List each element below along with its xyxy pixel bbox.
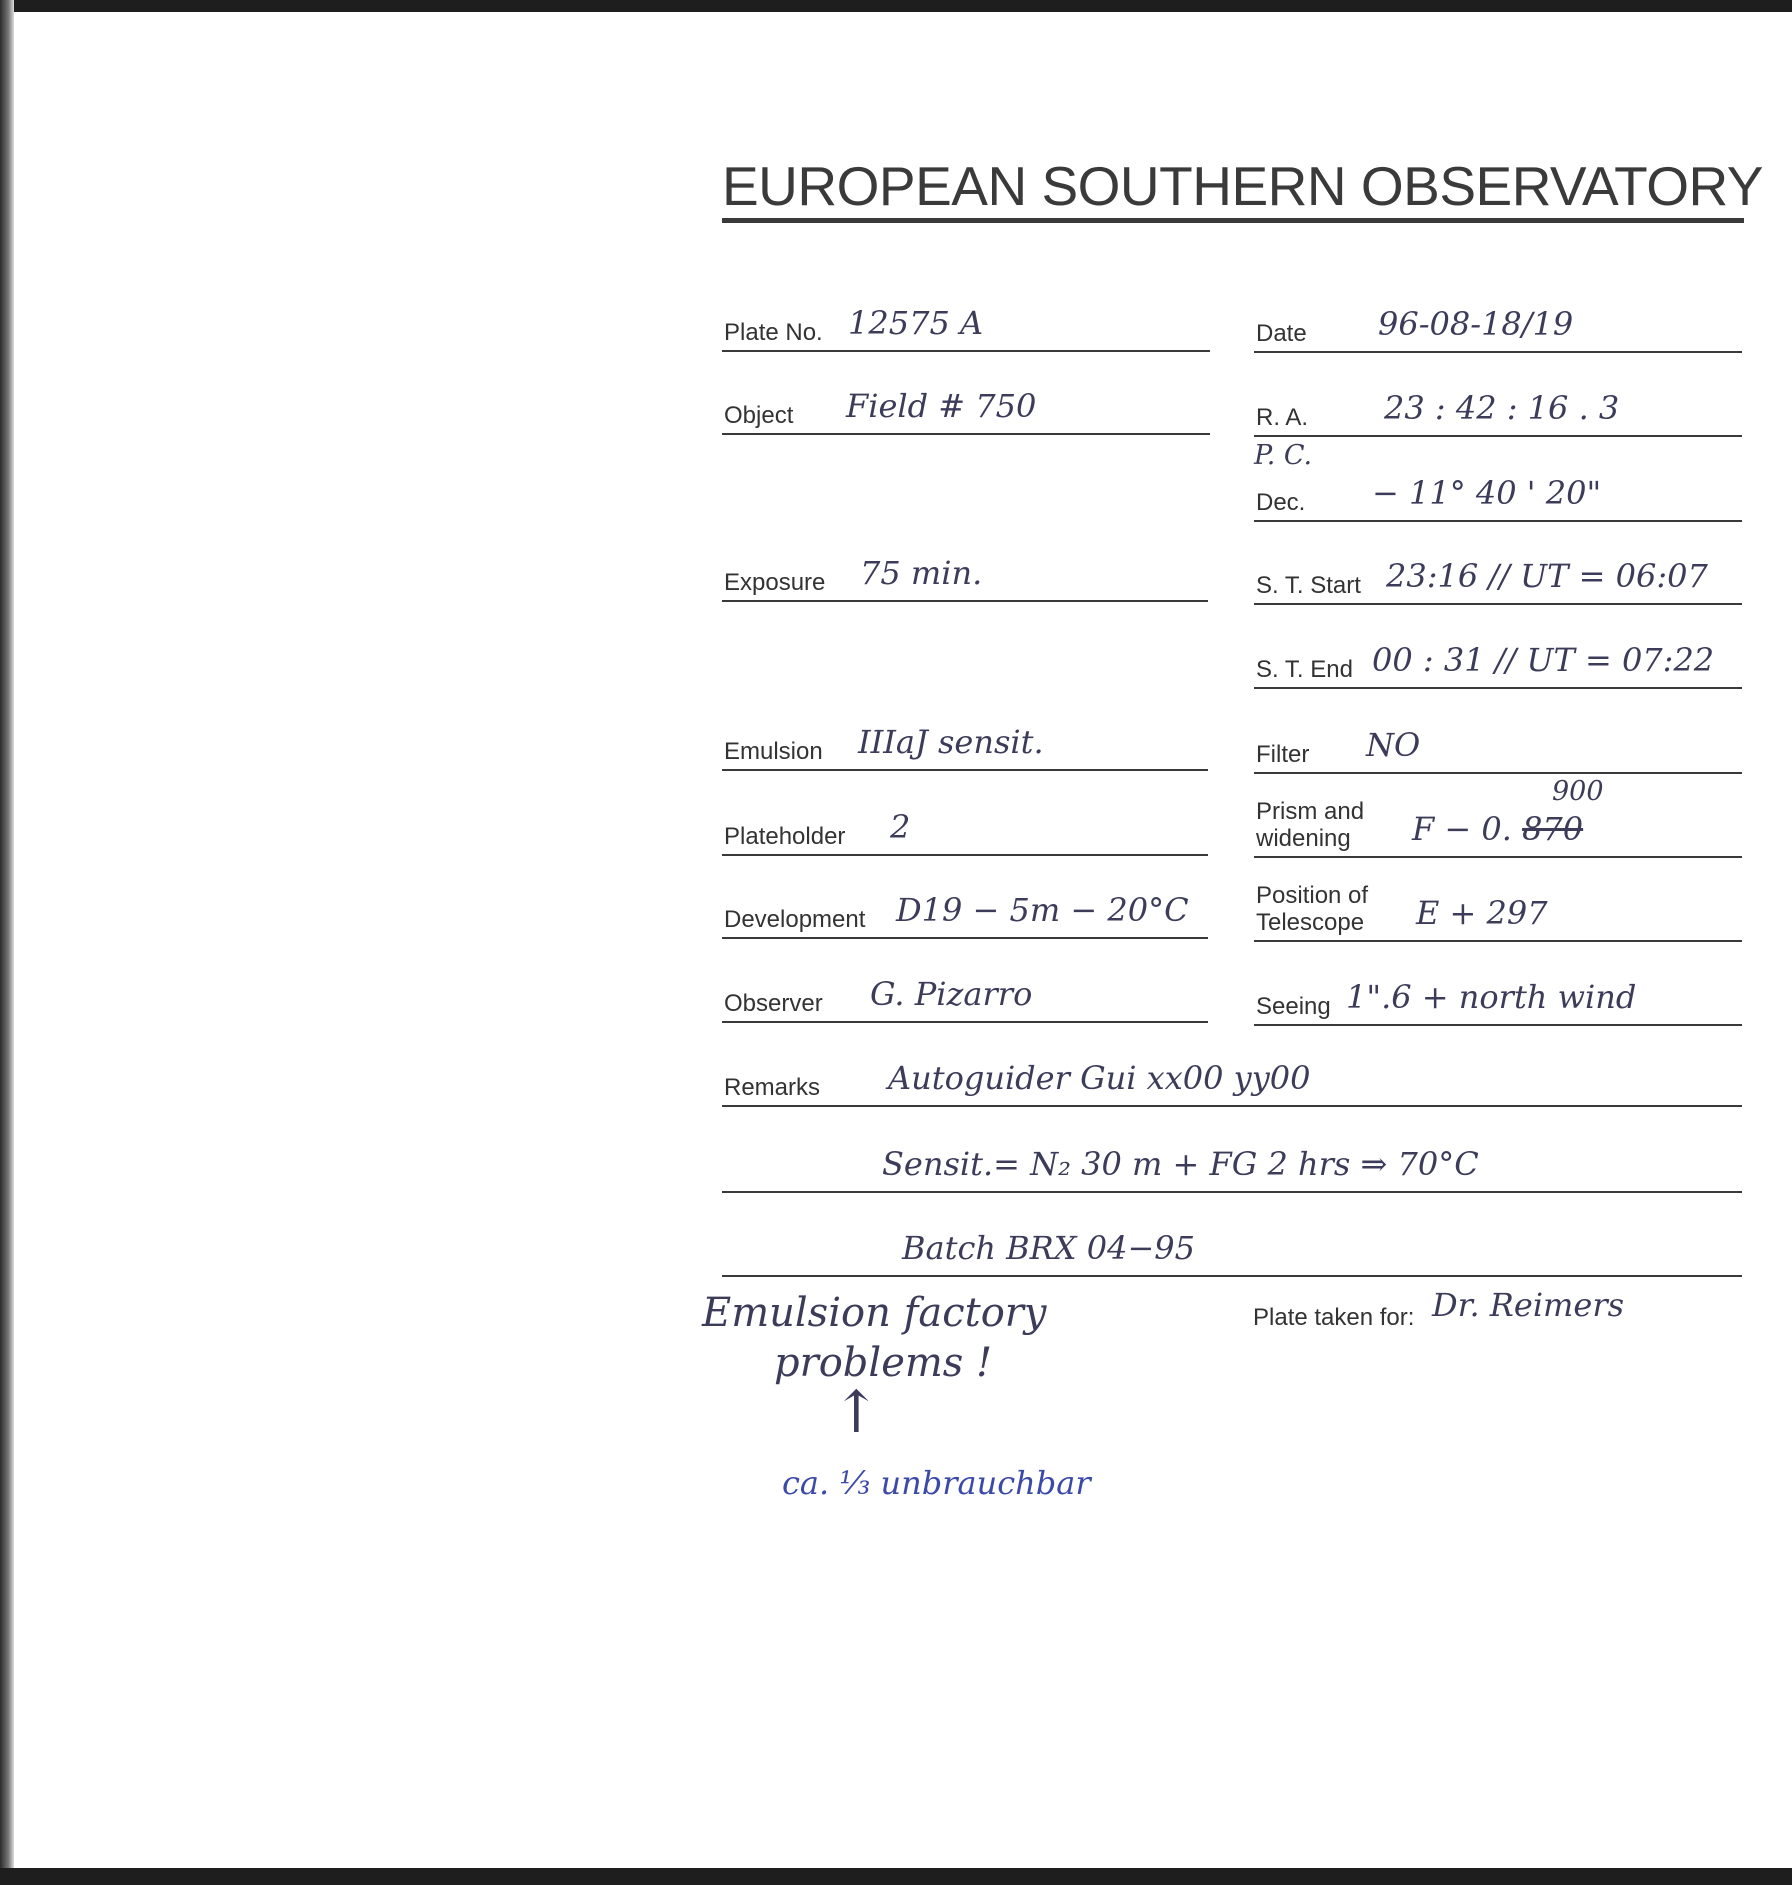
prism-label-line2: widening bbox=[1256, 825, 1351, 852]
date-field bbox=[1254, 305, 1742, 353]
remarks-value-3: Batch BRX 04−95 bbox=[902, 1229, 1195, 1267]
object-field bbox=[722, 387, 1210, 435]
remarks-value-1: Autoguider Gui xx00 yy00 bbox=[888, 1059, 1311, 1097]
exposure-value: 75 min. bbox=[860, 554, 983, 592]
remarks-line-3 bbox=[722, 1229, 1742, 1277]
plate-no-label: Plate No. bbox=[724, 319, 823, 346]
emulsion-label: Emulsion bbox=[724, 738, 823, 765]
dec-label: Dec. bbox=[1256, 489, 1306, 516]
arrow-up-icon: ↑ bbox=[832, 1378, 881, 1446]
plate-no-field bbox=[722, 304, 1210, 352]
prism-value-text: F − 0. bbox=[1412, 810, 1512, 848]
position-value: E + 297 bbox=[1416, 894, 1548, 932]
development-label: Development bbox=[724, 906, 866, 933]
seeing-field bbox=[1254, 978, 1742, 1026]
st-end-field bbox=[1254, 641, 1742, 689]
ra-label: R. A. bbox=[1256, 404, 1309, 431]
exposure-field bbox=[722, 554, 1208, 602]
position-label bbox=[1256, 882, 1368, 936]
scan-top-edge bbox=[0, 0, 1792, 12]
st-end-label: S. T. End bbox=[1256, 656, 1353, 683]
prism-struck-value: 870 bbox=[1522, 810, 1584, 848]
dec-note: P. C. bbox=[1254, 440, 1313, 471]
remarks-value-2: Sensit.= N₂ 30 m + FG 2 hrs ⇒ 70°C bbox=[882, 1145, 1479, 1183]
development-field bbox=[722, 891, 1208, 939]
prism-label bbox=[1256, 798, 1364, 852]
seeing-label: Seeing bbox=[1256, 993, 1331, 1020]
ra-value: 23 : 42 : 16 . 3 bbox=[1384, 389, 1620, 427]
plate-no-value: 12575 A bbox=[848, 304, 984, 342]
seeing-value: 1".6 + north wind bbox=[1346, 978, 1637, 1016]
st-start-label: S. T. Start bbox=[1256, 572, 1361, 599]
observer-value: G. Pizarro bbox=[870, 975, 1033, 1013]
plate-taken-for-value: Dr. Reimers bbox=[1432, 1286, 1625, 1324]
st-start-value: 23:16 // UT = 06:07 bbox=[1386, 557, 1708, 595]
prism-value bbox=[1412, 810, 1583, 848]
plateholder-label: Plateholder bbox=[724, 823, 846, 850]
prism-correction: 900 bbox=[1552, 776, 1604, 807]
date-label: Date bbox=[1256, 320, 1307, 347]
emulsion-value: IIIaJ sensit. bbox=[858, 723, 1044, 761]
scan-left-edge bbox=[0, 0, 14, 1885]
observer-label: Observer bbox=[724, 990, 823, 1017]
object-value: Field # 750 bbox=[846, 387, 1037, 425]
prism-label-line1: Prism and bbox=[1256, 798, 1365, 825]
remarks-label: Remarks bbox=[724, 1074, 821, 1101]
st-end-value: 00 : 31 // UT = 07:22 bbox=[1372, 641, 1715, 679]
observer-field bbox=[722, 975, 1208, 1023]
ra-field bbox=[1254, 389, 1742, 437]
filter-label: Filter bbox=[1256, 741, 1310, 768]
st-start-field bbox=[1254, 557, 1742, 605]
emulsion-field bbox=[722, 723, 1208, 771]
position-field bbox=[1254, 882, 1742, 942]
plateholder-field bbox=[722, 808, 1208, 856]
remarks-line-2 bbox=[722, 1145, 1742, 1193]
emulsion-note-line1: Emulsion factory bbox=[702, 1290, 1047, 1336]
emulsion-note-line2: problems ! bbox=[774, 1340, 993, 1386]
filter-field bbox=[1254, 726, 1742, 774]
plate-taken-for-label: Plate taken for: bbox=[1253, 1304, 1415, 1331]
dec-value: − 11° 40 ' 20" bbox=[1372, 474, 1602, 512]
object-label: Object bbox=[724, 402, 794, 429]
position-label-line2: Telescope bbox=[1256, 909, 1365, 936]
position-label-line1: Position of bbox=[1256, 882, 1369, 909]
plateholder-value: 2 bbox=[890, 808, 911, 846]
dec-field bbox=[1254, 474, 1742, 522]
development-value: D19 − 5m − 20°C bbox=[896, 891, 1189, 929]
filter-value: NO bbox=[1366, 726, 1421, 764]
date-value: 96-08-18/19 bbox=[1378, 305, 1574, 343]
prism-field bbox=[1254, 798, 1742, 858]
remarks-line-1 bbox=[722, 1059, 1742, 1107]
scan-bottom-edge bbox=[0, 1868, 1792, 1885]
blue-note: ca. ⅓ unbrauchbar bbox=[782, 1464, 1091, 1502]
exposure-label: Exposure bbox=[724, 569, 826, 596]
page-title: EUROPEAN SOUTHERN OBSERVATORY bbox=[722, 156, 1744, 223]
